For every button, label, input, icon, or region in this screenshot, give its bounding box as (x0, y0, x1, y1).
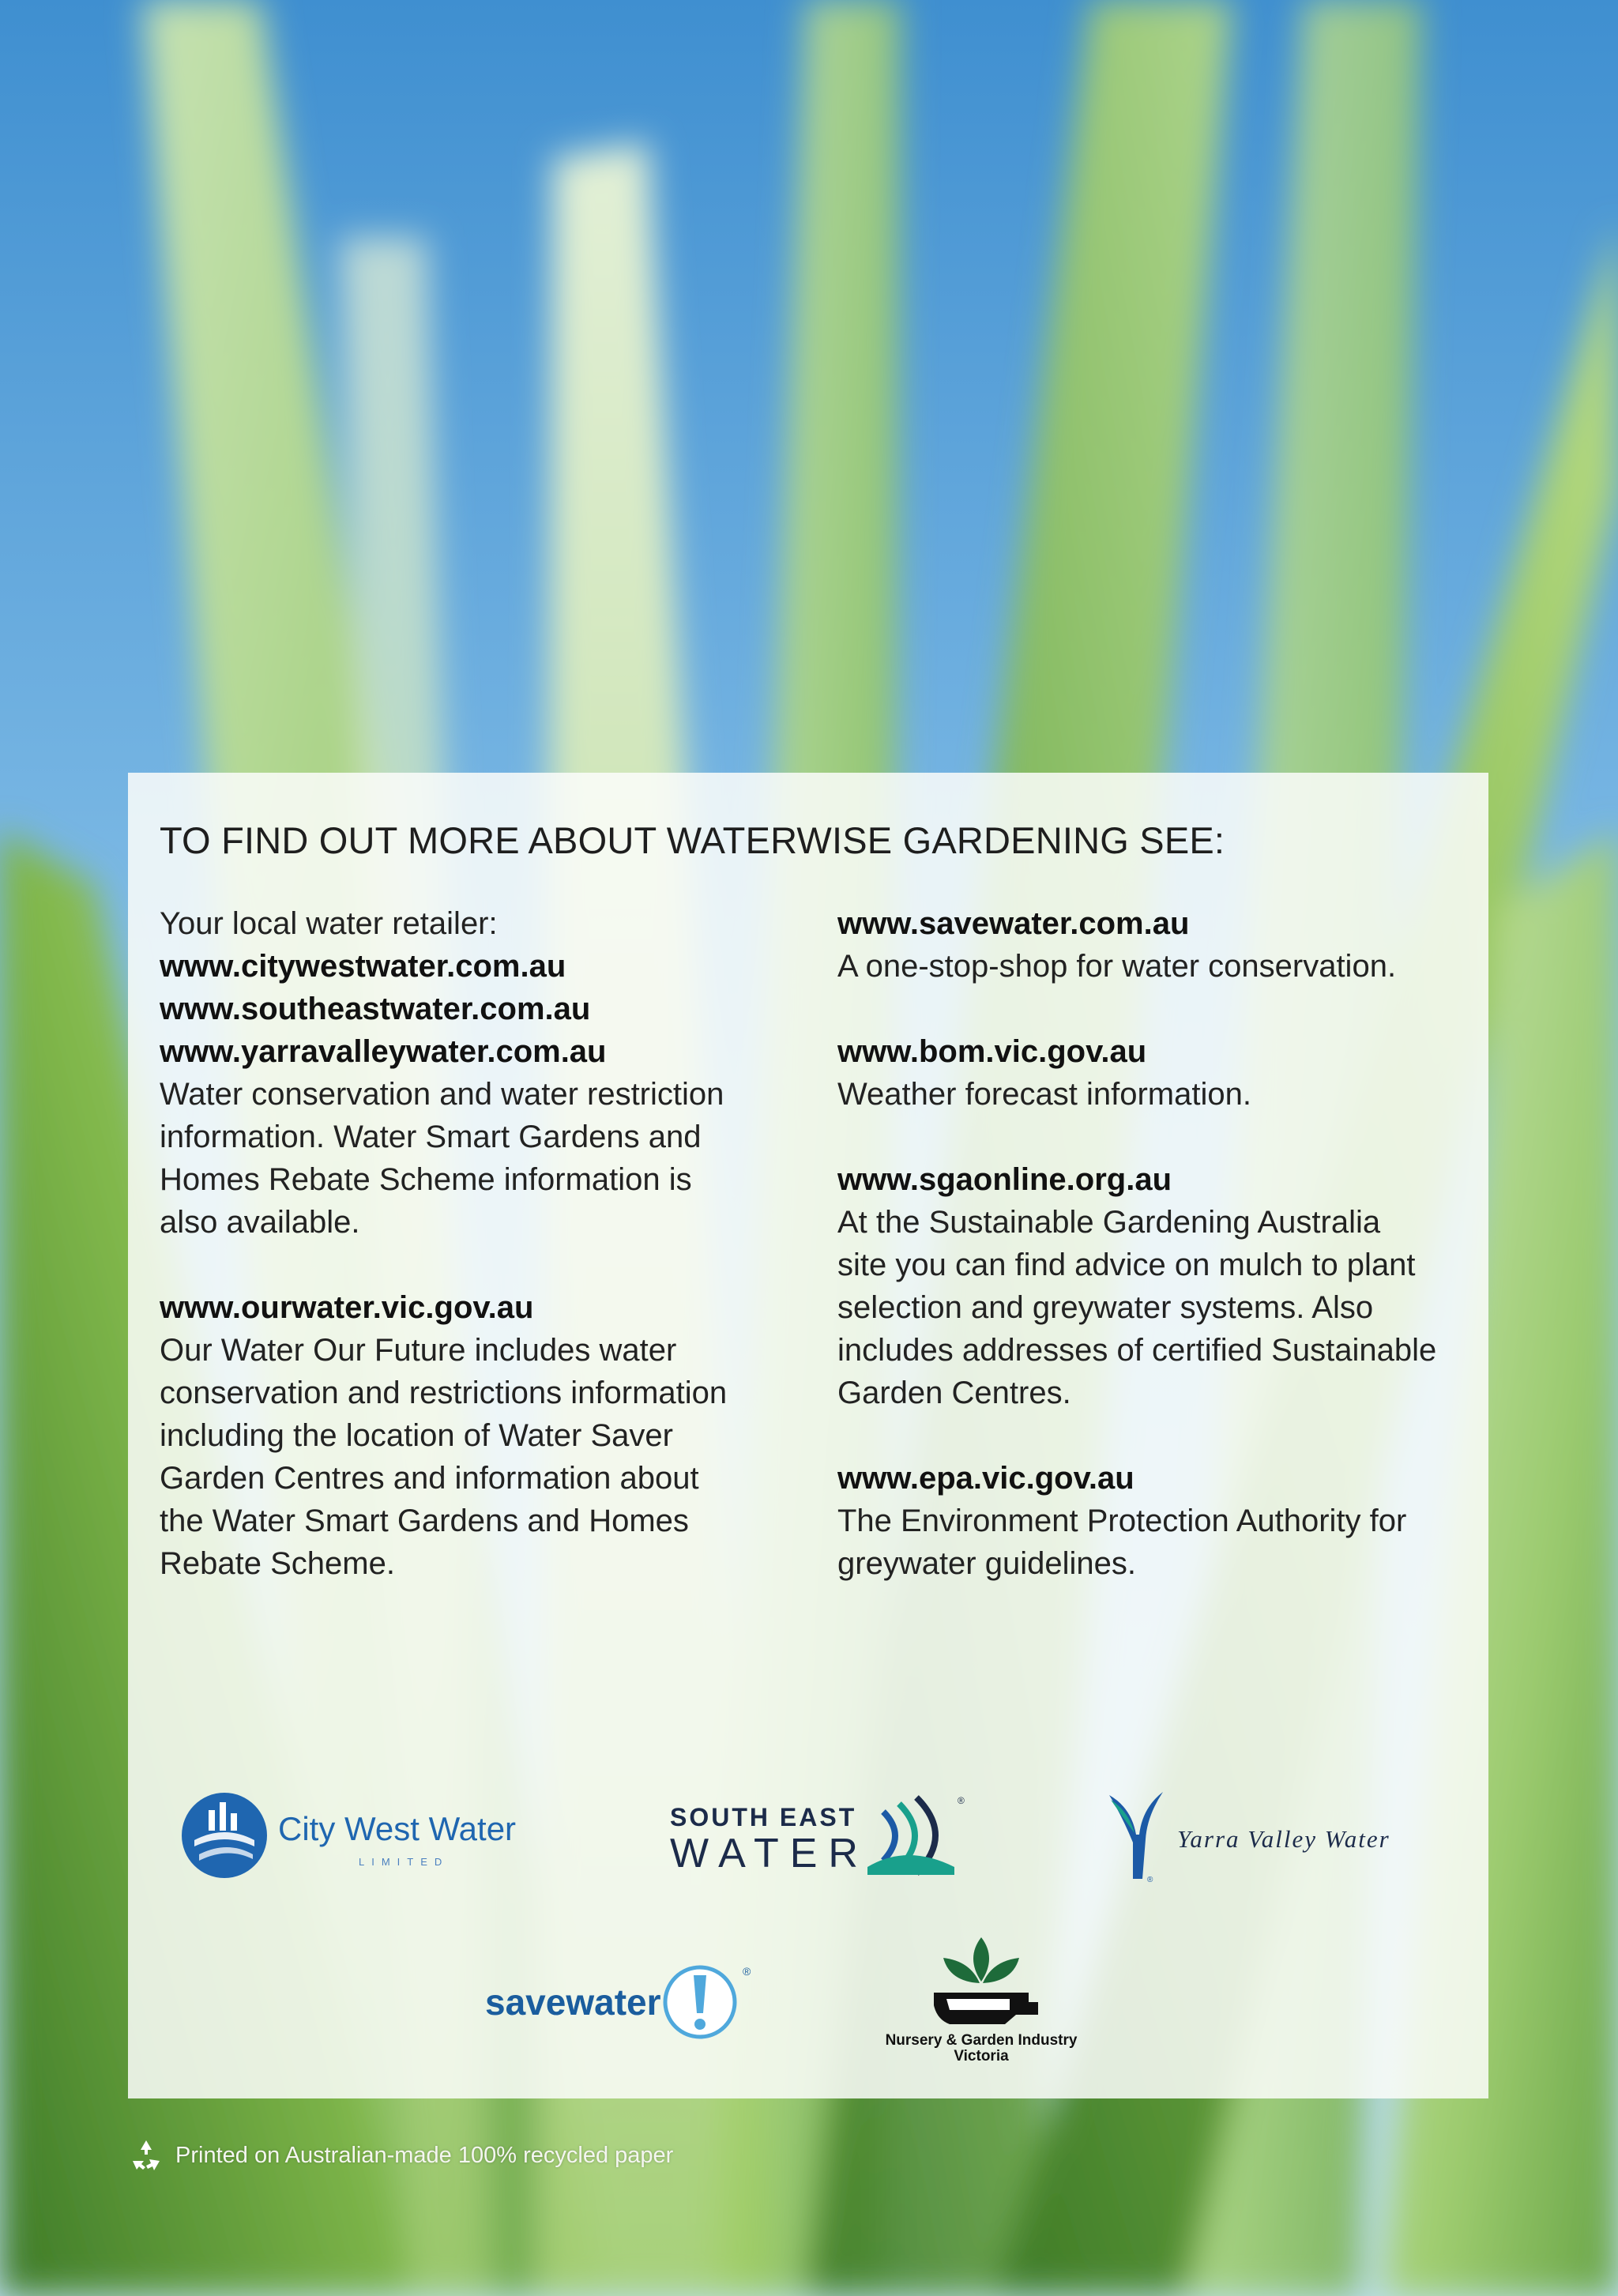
ngiv-line1: Nursery & Garden Industry (885, 2032, 1078, 2049)
city-west-water-sub: LIMITED (359, 1856, 450, 1868)
nursery-garden-industry-logo (855, 1926, 1108, 2061)
info-panel (128, 773, 1488, 2098)
sga-desc-line: At the Sustainable Gardening Australia (837, 1205, 1381, 1240)
left-column (160, 902, 784, 1585)
south-east-water-line1: SOUTH EAST (670, 1803, 857, 1831)
south-east-water-line2: WATER (670, 1831, 869, 1876)
spacer (160, 1244, 784, 1286)
ngiv-plant-hand-icon (934, 1937, 1038, 2024)
spacer (837, 1414, 1462, 1457)
spacer (837, 1116, 1462, 1158)
link-epa[interactable]: www.epa.vic.gov.au (837, 1461, 1134, 1496)
link-yarravalleywater[interactable]: www.yarravalleywater.com.au (160, 1034, 607, 1069)
sga-desc-line: Garden Centres. (837, 1376, 1071, 1410)
link-citywestwater[interactable]: www.citywestwater.com.au (160, 949, 566, 984)
savewater-name: savewater (485, 1982, 661, 2023)
sga-desc-line: selection and greywater systems. Also (837, 1290, 1374, 1325)
retailer-desc-line: also available. (160, 1205, 360, 1240)
yarra-valley-water-logo (1104, 1784, 1436, 1887)
city-west-water-logo (177, 1788, 540, 1883)
ourwater-desc-line: the Water Smart Gardens and Homes (160, 1504, 689, 1538)
ourwater-desc-line: Our Water Our Future includes water (160, 1333, 677, 1368)
yarra-valley-water-registered: ® (1147, 1876, 1153, 1884)
south-east-water-logo (670, 1788, 970, 1883)
link-savewater[interactable]: www.savewater.com.au (837, 906, 1190, 941)
footer (128, 2133, 673, 2177)
panel-heading: TO FIND OUT MORE ABOUT WATERWISE GARDENING SEE: (160, 819, 1225, 861)
ourwater-desc-line: including the location of Water Saver (160, 1418, 673, 1453)
right-column (837, 902, 1462, 1585)
retailer-desc-line: Water conservation and water restriction (160, 1077, 724, 1112)
footer-text: Printed on Australian-made 100% recycled paper (175, 2142, 674, 2168)
sga-desc-line: includes addresses of certified Sustainable (837, 1333, 1437, 1368)
savewater-registered: ® (743, 1965, 751, 1978)
savewater-logo (485, 1958, 762, 2045)
city-west-water-name: City West Water (278, 1810, 517, 1847)
ourwater-desc-line: Rebate Scheme. (160, 1546, 395, 1581)
yarra-valley-water-name: Yarra Valley Water (1177, 1825, 1390, 1853)
savewater-desc-line: A one-stop-shop for water conservation. (837, 949, 1397, 984)
retailer-intro: Your local water retailer: (160, 906, 498, 941)
south-east-water-wave-icon (867, 1797, 954, 1875)
savewater-drop-icon (665, 1967, 735, 2037)
retailer-desc-line: Homes Rebate Scheme information is (160, 1162, 692, 1197)
bom-desc-line: Weather forecast information. (837, 1077, 1251, 1112)
retailer-desc-line: information. Water Smart Gardens and (160, 1120, 702, 1154)
recycle-icon (128, 2137, 164, 2174)
ngiv-line2: Victoria (954, 2048, 1009, 2061)
yarra-valley-water-y-icon (1109, 1792, 1163, 1879)
ourwater-desc-line: conservation and restrictions information (160, 1376, 728, 1410)
ourwater-desc-line: Garden Centres and information about (160, 1461, 699, 1496)
sga-desc-line: site you can find advice on mulch to plant (837, 1248, 1416, 1282)
link-bom[interactable]: www.bom.vic.gov.au (837, 1034, 1147, 1069)
epa-desc-line: greywater guidelines. (837, 1546, 1136, 1581)
south-east-water-registered: ® (958, 1795, 965, 1806)
epa-desc-line: The Environment Protection Authority for (837, 1504, 1407, 1538)
link-sgaonline[interactable]: www.sgaonline.org.au (837, 1162, 1172, 1197)
spacer (837, 988, 1462, 1030)
link-ourwater[interactable]: www.ourwater.vic.gov.au (160, 1290, 534, 1325)
link-southeastwater[interactable]: www.southeastwater.com.au (160, 992, 591, 1026)
